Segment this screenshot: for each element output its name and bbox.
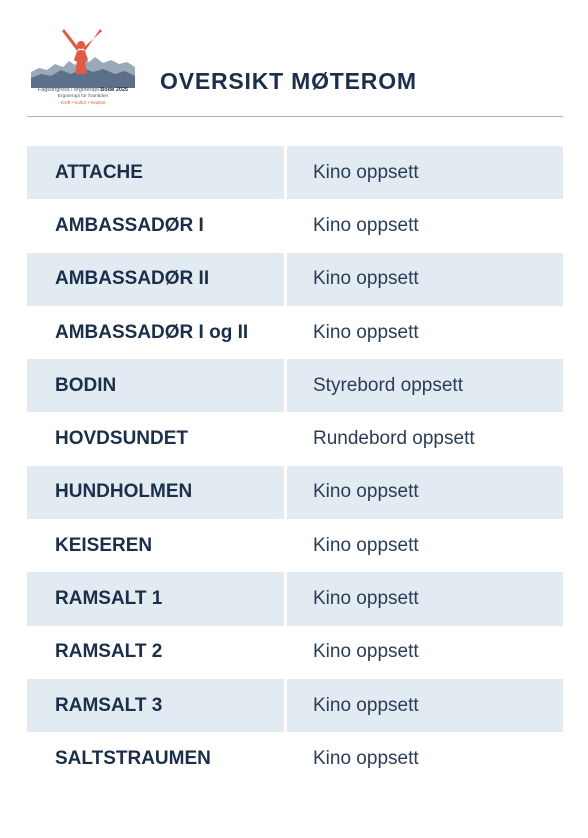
- room-setup: Kino oppsett: [313, 214, 419, 236]
- room-name: RAMSALT 1: [27, 572, 284, 625]
- table-row: [27, 146, 563, 199]
- table-row: [27, 306, 563, 359]
- page-title: OVERSIKT MØTEROM: [160, 68, 417, 94]
- table-row: [27, 412, 563, 465]
- logo-line1-bold: Bodø 2025: [100, 87, 129, 93]
- room-setup: Kino oppsett: [287, 253, 563, 306]
- room-name: KEISEREN: [55, 534, 153, 556]
- room-setup: Kino oppsett: [287, 146, 563, 199]
- room-name: SALTSTRAUMEN: [55, 747, 211, 769]
- room-setup: Kino oppsett: [287, 679, 563, 732]
- table-row: [27, 626, 563, 679]
- room-setup: Rundebord oppsett: [313, 428, 475, 450]
- room-setup: Kino oppsett: [313, 641, 419, 663]
- table-row: [27, 466, 563, 519]
- meeting-room-table: [27, 146, 563, 786]
- room-setup: Kino oppsett: [313, 534, 419, 556]
- table-row: [27, 519, 563, 572]
- table-row: [27, 679, 563, 732]
- conference-logo: [31, 24, 135, 112]
- table-row: [27, 359, 563, 412]
- logo-line1-prefix: Fagkongress i ergoterapi: [37, 87, 99, 93]
- room-name: AMBASSADØR II: [27, 253, 284, 306]
- table-row: [27, 253, 563, 306]
- logo-line3: Kraft • Kultur • Kvalitet: [60, 100, 106, 105]
- room-name: RAMSALT 3: [27, 679, 284, 732]
- table-row: [27, 732, 563, 785]
- room-name: BODIN: [27, 359, 284, 412]
- room-name: AMBASSADØR I og II: [55, 321, 249, 343]
- header: [27, 24, 563, 117]
- room-setup: Kino oppsett: [287, 572, 563, 625]
- room-name: AMBASSADØR I: [55, 214, 204, 236]
- table-row: [27, 572, 563, 625]
- room-name: ATTACHE: [27, 146, 284, 199]
- room-name: HUNDHOLMEN: [27, 466, 284, 519]
- room-setup: Kino oppsett: [313, 321, 419, 343]
- logo-line2: Ergoterapi for framtiden: [57, 94, 109, 99]
- room-setup: Kino oppsett: [313, 747, 419, 769]
- mountain-figure-icon: [31, 24, 135, 88]
- room-setup: Styrebord oppsett: [287, 359, 563, 412]
- room-name: RAMSALT 2: [55, 641, 163, 663]
- table-row: [27, 199, 563, 252]
- room-name: HOVDSUNDET: [55, 428, 189, 450]
- room-setup: Kino oppsett: [287, 466, 563, 519]
